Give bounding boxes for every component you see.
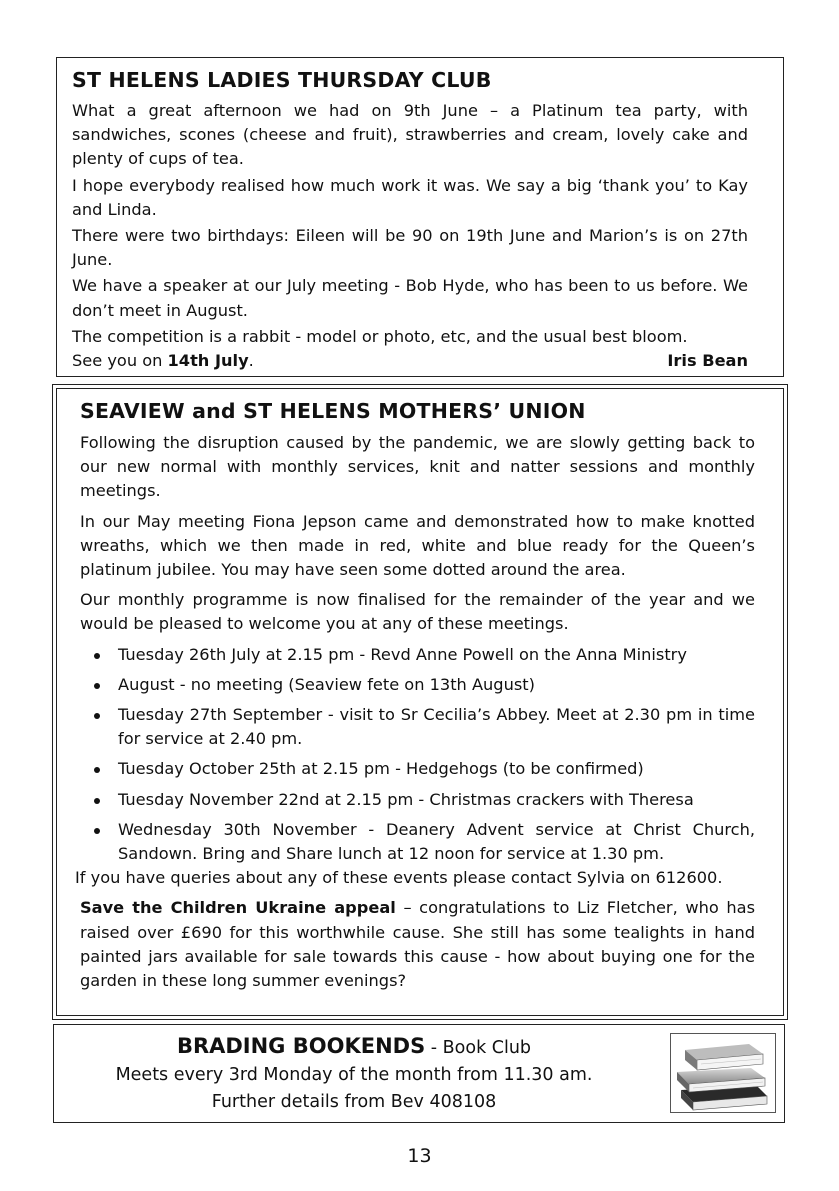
ladies-signature: Iris Bean <box>667 351 748 371</box>
mu-appeal <box>80 896 755 993</box>
ladies-club-title: ST HELENS LADIES THURSDAY CLUB <box>72 68 492 92</box>
appeal-text: – congratulations to Liz Fletcher, who has raised over £690 for this worthwhile cause. She still has some tealights in hand painted jars available for sale towards this cause - how about buying one for the garden in these long summer evenings? <box>80 898 756 991</box>
appeal-title: Save the Children Ukraine appeal <box>80 898 396 918</box>
event-item: Wednesday 30th November - Deanery Advent service at Christ Church, Sandown. Bring and Share lunch at 12 noon for service at 1.30 pm. <box>118 818 755 866</box>
ladies-closing <box>72 349 254 373</box>
ladies-paragraph: We have a speaker at our July meeting - Bob Hyde, who has been to us before. We don’t meet in August. <box>72 276 748 320</box>
page-number: 13 <box>407 1145 432 1167</box>
book-club-line2: Further details from Bev 408108 <box>211 1092 497 1112</box>
event-item: Tuesday November 22nd at 2.15 pm - Christmas crackers with Theresa <box>118 788 755 812</box>
event-item: August - no meeting (Seaview fete on 13th August) <box>118 673 755 697</box>
ladies-paragraph: The competition is a rabbit - model or photo, etc, and the usual best bloom. <box>72 326 688 346</box>
closing-date: 14th July <box>167 351 249 371</box>
book-club-heading <box>54 1033 654 1062</box>
book-club-subtitle: - Book Club <box>425 1038 532 1058</box>
mothers-union-title: SEAVIEW and ST HELENS MOTHERS’ UNION <box>80 399 586 423</box>
ladies-closing-row <box>72 349 748 373</box>
mu-contact: If you have queries about any of these events please contact Sylvia on 612600. <box>75 868 723 888</box>
event-item: Tuesday October 25th at 2.15 pm - Hedgehogs (to be confirmed) <box>118 757 755 781</box>
book-club-line1: Meets every 3rd Monday of the month from 11.30 am. <box>115 1065 593 1085</box>
books-icon <box>671 1034 775 1112</box>
ladies-paragraph: What a great afternoon we had on 9th June – a Platinum tea party, with sandwiches, scones (cheese and fruit), strawberries and cream, lovely cake and plenty of cups of tea. <box>72 101 748 169</box>
event-item: Tuesday 26th July at 2.15 pm - Revd Anne Powell on the Anna Ministry <box>118 643 755 667</box>
mu-paragraph: Following the disruption caused by the pandemic, we are slowly getting back to our new normal with monthly services, knit and natter sessions and monthly meetings. <box>80 433 755 501</box>
mu-paragraph: Our monthly programme is now finalised for the remainder of the year and we would be pleased to welcome you at any of these meetings. <box>80 590 755 634</box>
book-club-box <box>53 1024 785 1123</box>
book-club-title: BRADING BOOKENDS <box>176 1034 426 1058</box>
event-item: Tuesday 27th September - visit to Sr Cecilia’s Abbey. Meet at 2.30 pm in time for service at 2.40 pm. <box>118 703 755 751</box>
ladies-paragraph: There were two birthdays: Eileen will be 90 on 19th June and Marion’s is on 27th June. <box>72 226 748 270</box>
books-stack-image <box>670 1033 776 1113</box>
mothers-union-box <box>56 388 784 1016</box>
ladies-paragraph: I hope everybody realised how much work it was. We say a big ‘thank you’ to Kay and Linda. <box>72 175 748 219</box>
closing-suffix: . <box>248 351 254 371</box>
closing-prefix: See you on <box>72 351 168 371</box>
events-list <box>80 643 755 867</box>
ladies-club-box <box>56 57 784 377</box>
mu-paragraph: In our May meeting Fiona Jepson came and demonstrated how to make knotted wreaths, which we then made in red, white and blue ready for the Queen’s platinum jubilee. You may have seen some dotted around the area. <box>80 511 755 580</box>
